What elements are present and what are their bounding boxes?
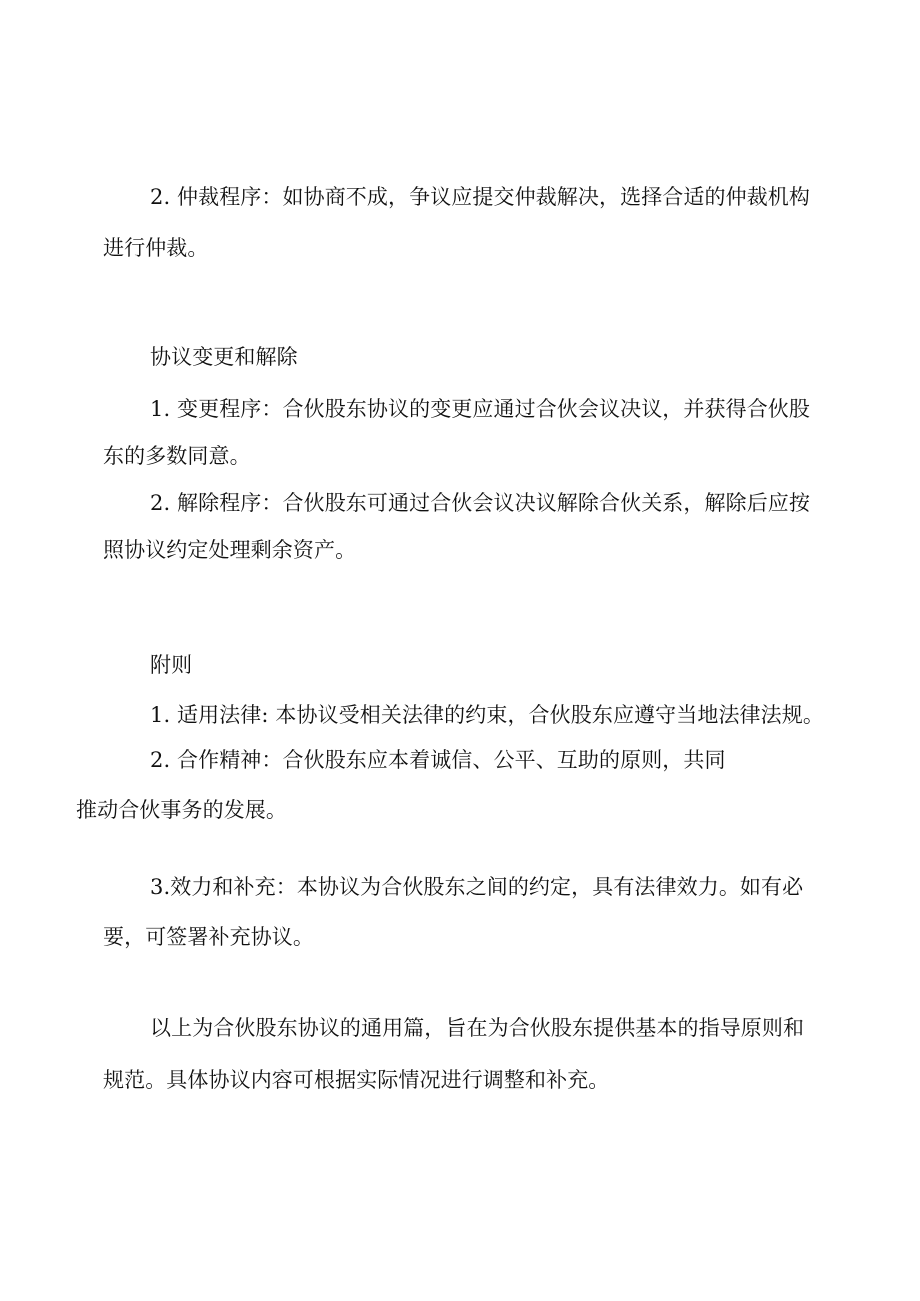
appendix-section-heading: 附则 bbox=[150, 653, 193, 677]
appendix-item-3-line-2: 要，可签署补充协议。 bbox=[103, 925, 314, 949]
change-section-heading: 协议变更和解除 bbox=[150, 345, 298, 369]
conclusion-line-1: 以上为合伙股东协议的通用篇，旨在为合伙股东提供基本的指导原则和 bbox=[150, 1016, 805, 1040]
change-item-2-line-1: 2. 解除程序：合伙股东可通过合伙会议决议解除合伙关系，解除后应按 bbox=[150, 491, 811, 515]
change-item-1-line-2: 东的多数同意。 bbox=[103, 444, 251, 468]
arbitration-item-2-line-1: 2. 仲裁程序：如协商不成，争议应提交仲裁解决，选择合适的仲裁机构 bbox=[150, 185, 811, 209]
appendix-item-3-line-1: 3.效力和补充：本协议为合伙股东之间的约定，具有法律效力。如有必 bbox=[150, 875, 804, 899]
change-item-2-line-2: 照协议约定处理剩余资产。 bbox=[103, 538, 357, 562]
change-item-1-line-1: 1. 变更程序：合伙股东协议的变更应通过合伙会议决议，并获得合伙股 bbox=[150, 397, 811, 421]
appendix-item-1-line-1: 1. 适用法律: 本协议受相关法律的约束，合伙股东应遵守当地法律法规。 bbox=[150, 703, 824, 727]
arbitration-item-2-line-2: 进行仲裁。 bbox=[103, 236, 209, 260]
appendix-item-2-line-2: 推动合伙事务的发展。 bbox=[76, 798, 287, 822]
conclusion-line-2: 规范。具体协议内容可根据实际情况进行调整和补充。 bbox=[103, 1068, 610, 1092]
appendix-item-2-line-1: 2. 合作精神：合伙股东应本着诚信、公平、互助的原则，共同 bbox=[150, 748, 726, 772]
